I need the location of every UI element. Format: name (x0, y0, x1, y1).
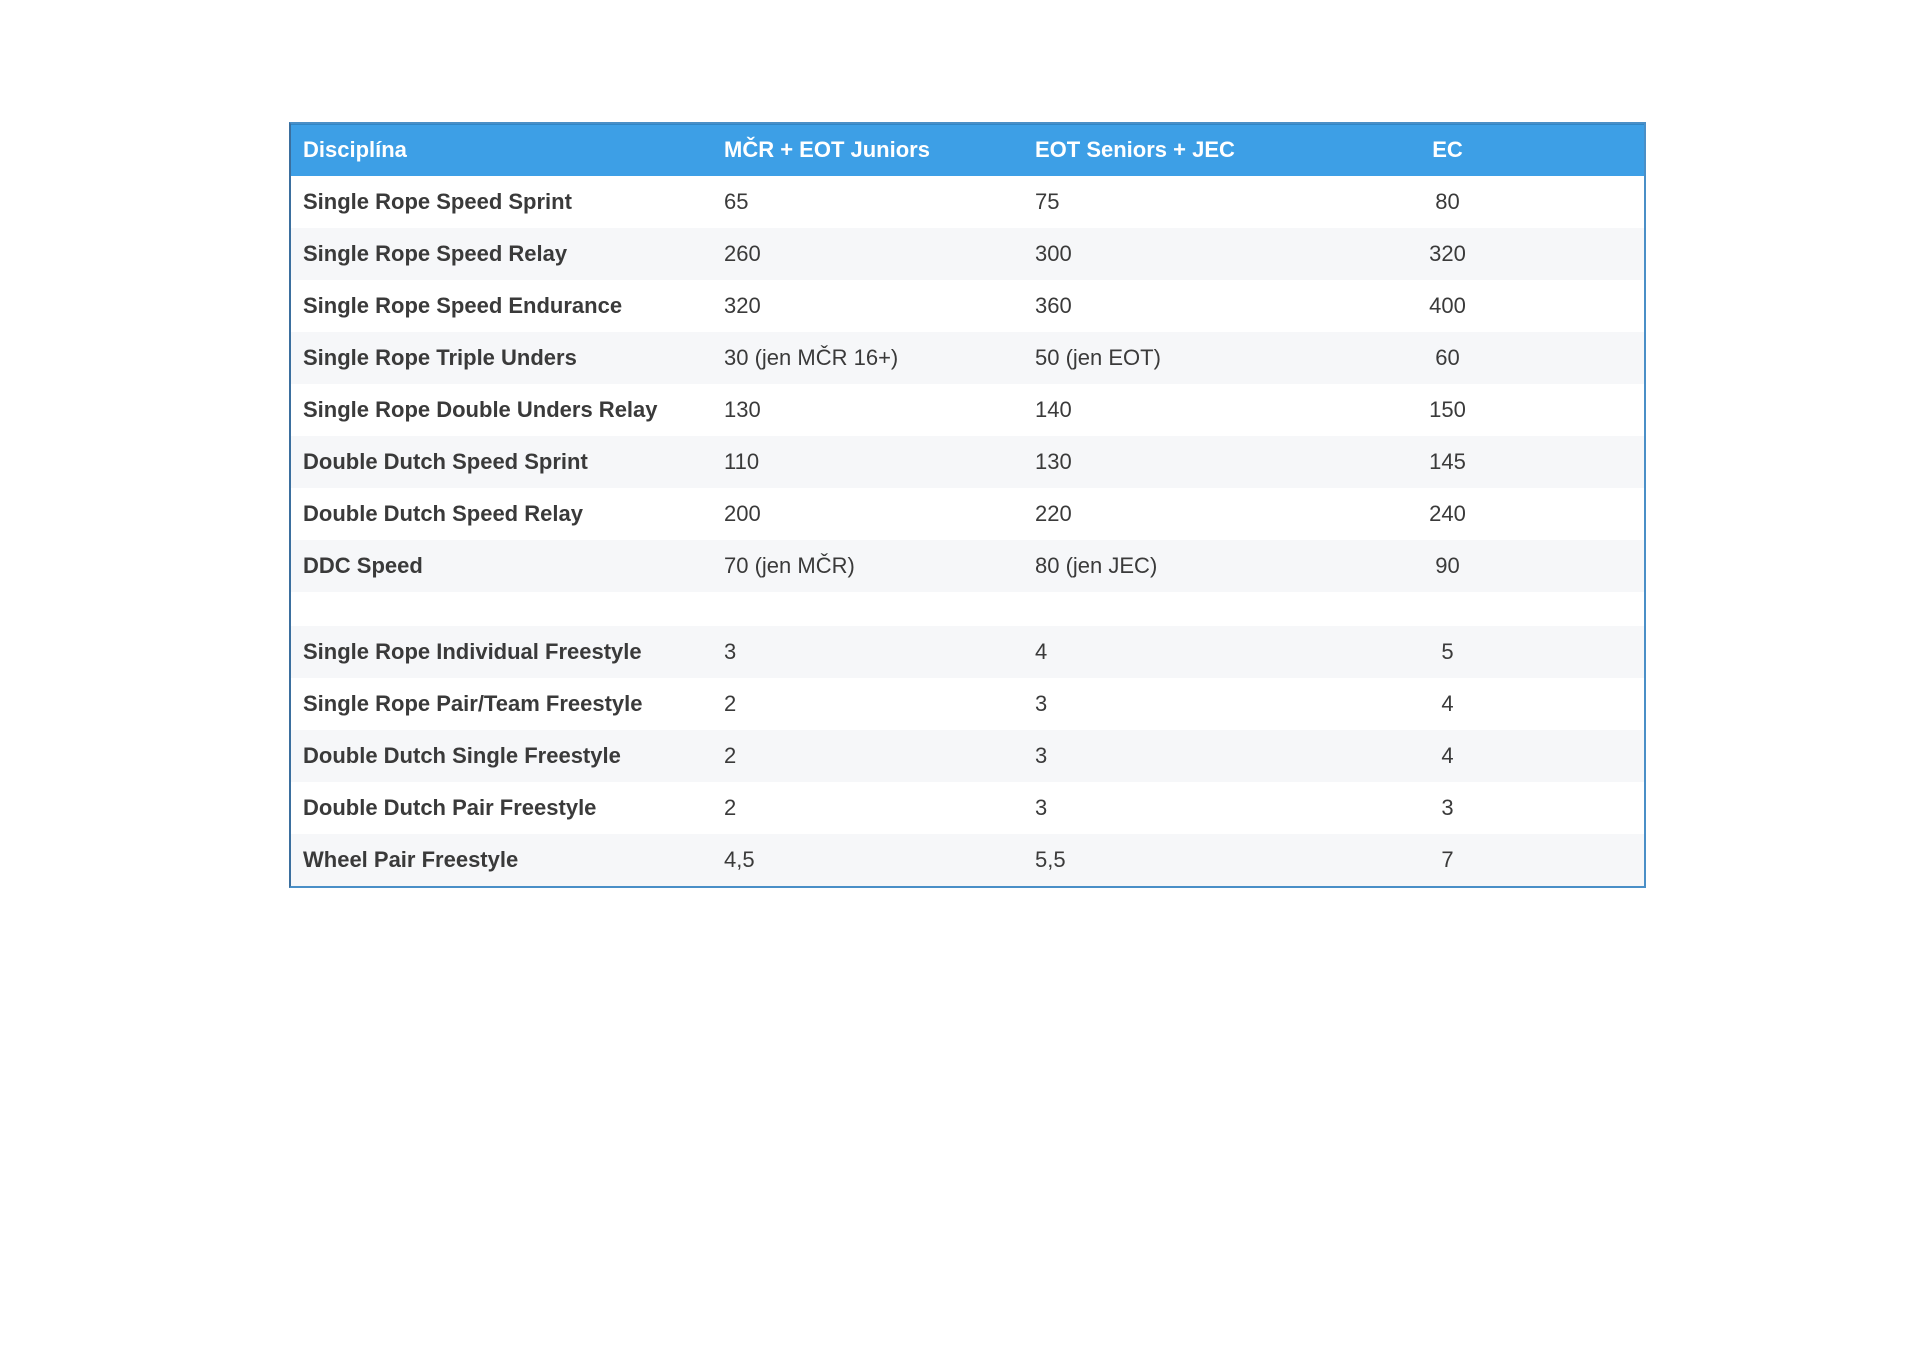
mcr-eot-juniors-cell: 110 (724, 448, 760, 474)
mcr-eot-juniors-cell: 260 (724, 240, 761, 266)
column-header-ec-label: EC (1432, 137, 1463, 163)
table-row (291, 540, 1644, 592)
ec-cell (1411, 384, 1644, 436)
eot-seniors-jec-cell: 220 (1035, 500, 1072, 526)
discipline-cell: Single Rope Speed Endurance (303, 292, 623, 318)
ec-value: 5 (1441, 638, 1454, 664)
ec-value: 4 (1441, 742, 1454, 768)
ec-cell (1411, 228, 1644, 280)
table-row (291, 228, 1644, 280)
discipline-cell: Wheel Pair Freestyle (303, 846, 519, 872)
mcr-eot-juniors-cell: 30 (jen MČR 16+) (724, 344, 899, 370)
header-row (291, 125, 1644, 176)
ec-cell (1411, 626, 1644, 678)
eot-seniors-jec-cell: 5,5 (1035, 846, 1066, 872)
table-body (291, 176, 1644, 886)
ec-value: 4 (1441, 690, 1454, 716)
table-row (291, 176, 1644, 228)
table-row (291, 332, 1644, 384)
mcr-eot-juniors-cell: 320 (724, 292, 761, 318)
eot-seniors-jec-cell: 140 (1035, 396, 1072, 422)
mcr-eot-juniors-cell: 2 (724, 690, 737, 716)
table-row (291, 782, 1644, 834)
discipline-cell: Double Dutch Pair Freestyle (303, 794, 597, 820)
ec-cell (1411, 488, 1644, 540)
discipline-cell: Single Rope Double Unders Relay (303, 396, 658, 422)
ec-value: 3 (1441, 794, 1454, 820)
ec-value: 80 (1435, 188, 1460, 214)
ec-value: 240 (1429, 500, 1466, 526)
ec-cell (1411, 332, 1644, 384)
discipline-cell: Single Rope Individual Freestyle (303, 638, 642, 664)
table-row (291, 436, 1644, 488)
limits-table (289, 122, 1646, 888)
eot-seniors-jec-cell: 3 (1035, 794, 1048, 820)
eot-seniors-jec-cell: 3 (1035, 742, 1048, 768)
discipline-cell: Single Rope Speed Sprint (303, 188, 572, 214)
ec-cell (1411, 540, 1644, 592)
table-header (291, 125, 1644, 176)
mcr-eot-juniors-cell: 130 (724, 396, 761, 422)
ec-cell (1411, 280, 1644, 332)
ec-cell (1411, 834, 1644, 886)
discipline-cell: DDC Speed (303, 552, 423, 578)
ec-cell (1411, 730, 1644, 782)
ec-value: 400 (1429, 292, 1466, 318)
eot-seniors-jec-cell: 300 (1035, 240, 1072, 266)
ec-cell (1411, 678, 1644, 730)
mcr-eot-juniors-cell: 70 (jen MČR) (724, 552, 855, 578)
ec-value: 7 (1441, 846, 1454, 872)
eot-seniors-jec-cell: 75 (1035, 188, 1060, 214)
mcr-eot-juniors-cell: 65 (724, 188, 749, 214)
discipline-cell: Single Rope Pair/Team Freestyle (303, 690, 643, 716)
mcr-eot-juniors-cell: 2 (724, 794, 737, 820)
discipline-cell: Single Rope Triple Unders (303, 344, 577, 370)
eot-seniors-jec-cell: 130 (1035, 448, 1072, 474)
mcr-eot-juniors-cell: 2 (724, 742, 737, 768)
spacer-cell (291, 592, 1644, 626)
eot-seniors-jec-cell: 80 (jen JEC) (1035, 552, 1158, 578)
mcr-eot-juniors-cell: 3 (724, 638, 737, 664)
table-spacer-row (291, 592, 1644, 626)
eot-seniors-jec-cell: 50 (jen EOT) (1035, 344, 1161, 370)
column-header-discipline: Disciplína (291, 125, 712, 176)
mcr-eot-juniors-cell: 200 (724, 500, 761, 526)
table-row (291, 626, 1644, 678)
ec-cell (1411, 782, 1644, 834)
table-row (291, 280, 1644, 332)
discipline-cell: Double Dutch Single Freestyle (303, 742, 621, 768)
column-header-eot-seniors-jec: EOT Seniors + JEC (1023, 125, 1411, 176)
ec-value: 150 (1429, 396, 1466, 422)
discipline-cell: Double Dutch Speed Sprint (303, 448, 588, 474)
ec-value: 320 (1429, 240, 1466, 266)
table-row (291, 730, 1644, 782)
column-header-ec (1411, 125, 1644, 176)
eot-seniors-jec-cell: 4 (1035, 638, 1048, 664)
ec-value: 145 (1429, 448, 1466, 474)
ec-value: 60 (1435, 344, 1460, 370)
data-table (291, 124, 1644, 886)
ec-cell (1411, 176, 1644, 228)
table-row (291, 488, 1644, 540)
discipline-cell: Single Rope Speed Relay (303, 240, 568, 266)
table-row (291, 678, 1644, 730)
ec-value: 90 (1435, 552, 1460, 578)
column-header-mcr-eot-juniors: MČR + EOT Juniors (712, 125, 1023, 176)
ec-cell (1411, 436, 1644, 488)
eot-seniors-jec-cell: 360 (1035, 292, 1072, 318)
table-row (291, 834, 1644, 886)
eot-seniors-jec-cell: 3 (1035, 690, 1048, 716)
table-row (291, 384, 1644, 436)
mcr-eot-juniors-cell: 4,5 (724, 846, 755, 872)
discipline-cell: Double Dutch Speed Relay (303, 500, 583, 526)
